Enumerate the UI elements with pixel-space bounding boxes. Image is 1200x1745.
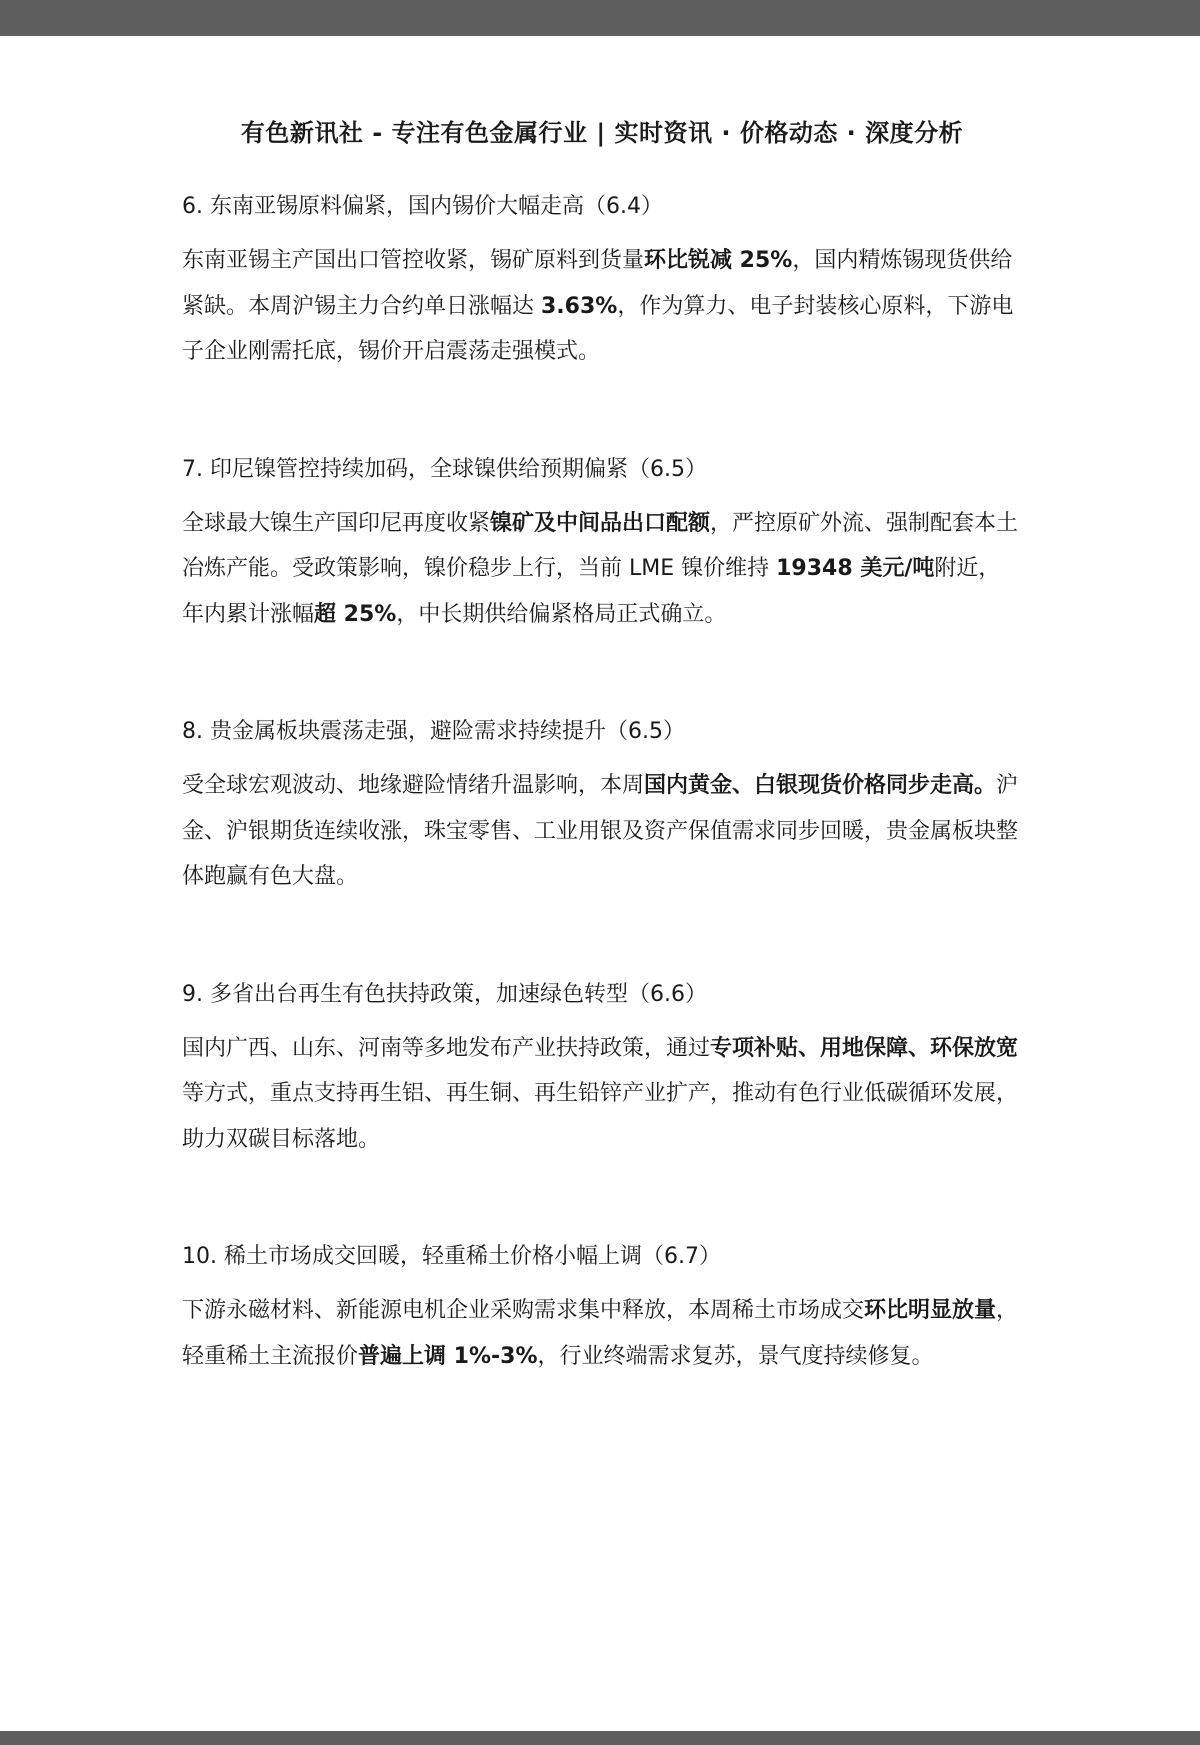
page-title: 有色新讯社 - 专注有色金属行业 | 实时资讯 · 价格动态 · 深度分析 [240,119,964,147]
body-text: 全球最大镍生产国印尼再度收紧 [182,510,491,536]
news-item-title: 6. 东南亚锡原料偏紧，国内锡价大幅走高（6.4） [182,194,663,219]
body-text: ，严控原矿外流、强制配套本土冶炼产能。受政策影响，镍价稳步上行，当前 LME 镍价维持 [182,510,1019,581]
highlight-text: 镍矿及中间品出口配额 [490,510,711,536]
news-item [182,1242,1022,1379]
highlight-text: 超 25% [314,601,397,627]
body-text: 下游永磁材料、新能源电机企业采购需求集中释放，本周稀土市场成交 [182,1298,865,1323]
news-item-title: 7. 印尼镍管控持续加码，全球镍供给预期偏紧（6.5） [182,456,707,482]
news-item [182,192,1022,375]
news-item-title: 8. 贵金属板块震荡走强，避险需求持续提升（6.5） [182,719,685,744]
highlight-text: 国内黄金、白银现货价格同步走高。 [644,773,997,798]
news-item [182,455,1022,638]
body-text: ，中长期供给偏紧格局正式确立。 [396,601,727,627]
news-item-body [182,501,1022,638]
body-text: ，轻重稀土主流报价 [182,1298,1019,1369]
highlight-text: 普遍上调 1%-3% [358,1343,538,1369]
news-item [182,980,1022,1163]
bottom-bar [0,1731,1200,1745]
top-bar [0,0,1200,36]
highlight-text: 环比锐减 25% [644,248,793,273]
news-item-body [182,763,1022,900]
news-item-body [182,1026,1022,1163]
news-item-body [182,238,1022,375]
news-item-title: 9. 多省出台再生有色扶持政策，加速绿色转型（6.6） [182,981,707,1007]
body-text: ，作为算力、电子封装核心原料，下游电子企业刚需托底，锡价开启震荡走强模式。 [182,293,1014,364]
body-text: ，国内精炼锡现货供给紧缺。本周沪锡主力合约单日涨幅达 [182,248,1013,319]
article [182,105,1022,1379]
highlight-text: 3.63% [541,293,618,319]
news-item [182,717,1022,900]
news-item-body [182,1288,1022,1379]
body-text: ，行业终端需求复苏，景气度持续修复。 [537,1343,934,1369]
highlight-text: 19348 美元/吨 [776,556,935,581]
body-text: 受全球宏观波动、地缘避险情绪升温影响，本周 [182,773,645,798]
news-item-title: 10. 稀土市场成交回暖，轻重稀土价格小幅上调（6.7） [182,1244,721,1269]
body-text: 等方式，重点支持再生铝、再生铜、再生铅锌产业扩产，推动有色行业低碳循环发展，助力双碳目标落地。 [182,1081,1019,1152]
body-text: 附近，年内累计涨幅 [182,556,1001,627]
body-text: 东南亚锡主产国出口管控收紧，锡矿原料到货量 [182,248,645,273]
highlight-text: 专项补贴、用地保障、环保放宽 [710,1035,1019,1061]
highlight-text: 环比明显放量 [864,1298,997,1323]
body-text: 沪金、沪银期货连续收涨，珠宝零售、工业用银及资产保值需求同步回暖，贵金属板块整体跑赢有色大盘。 [182,773,1019,889]
body-text: 国内广西、山东、河南等多地发布产业扶持政策，通过 [182,1035,711,1061]
